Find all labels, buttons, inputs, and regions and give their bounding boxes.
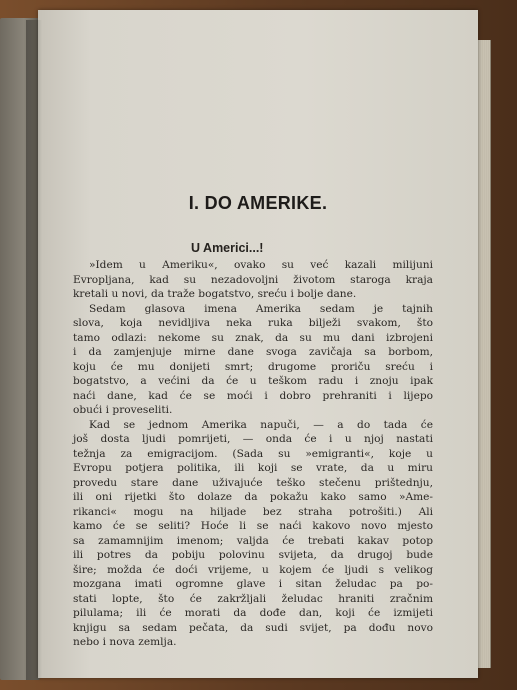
text-line: stati lopte, što će zakržljali želudac hraniti zračnim bbox=[73, 592, 433, 605]
chapter-subtitle: U Americi...! bbox=[191, 241, 264, 255]
text-line: Sedam glasova imena Amerika sedam je tajnih bbox=[89, 302, 433, 315]
text-line: slova, koja nevidljiva neka ruka bilježi svakom, što bbox=[73, 317, 433, 329]
text-line: rikanci« mogu na hiljade bez straha potrošiti.) Ali bbox=[73, 505, 433, 518]
text-line: još dosta ljudi pomrijeti, — onda će i u njoj nastati bbox=[73, 433, 433, 445]
body-text bbox=[73, 258, 433, 650]
book-page bbox=[38, 10, 478, 678]
text-line: pilulama; ili će morati da dođe dan, koji će izmijeti bbox=[73, 607, 433, 619]
spine-shadow bbox=[26, 20, 42, 680]
text-line: Evropu potjera politika, ili koji se vrate, da u miru bbox=[73, 462, 433, 474]
text-line: nebo i nova zemlja. bbox=[73, 636, 177, 648]
text-line: tamo odlazi: nekome su znak, da su mu dani izbrojeni bbox=[73, 331, 433, 344]
text-line: Evropljana, kad su nezadovoljni životom staroga kraja bbox=[73, 273, 433, 286]
text-line: sa zamamnijim imenom; valjda će trebati kakav potop bbox=[73, 534, 433, 547]
text-line: »Idem u Ameriku«, ovako su već kazali milijuni bbox=[89, 259, 433, 271]
text-line: težnja za emigracijom. (Sada su »emigranti«, koje u bbox=[73, 447, 433, 460]
text-line: knjigu sa sedam pečata, da sudi svijet, pa dođu novo bbox=[73, 621, 433, 634]
text-line: kretali u novi, da traže bogatstvo, sreću i bolje dane. bbox=[73, 288, 357, 300]
text-line: Kad se jednom Amerika napuči, — a do tada će bbox=[89, 418, 433, 431]
text-line: i da zamjenjuje mirne dane svoga zavičaja sa borbom, bbox=[73, 346, 433, 358]
text-line: šire; možda će doći vrijeme, u kojem će ljudi s velikog bbox=[73, 563, 433, 576]
text-line: obući i proveseliti. bbox=[73, 404, 173, 416]
text-line: mozgana imati ogromne glave i sitan želudac pa po- bbox=[73, 578, 433, 590]
text-line: naći dane, kad će se moći i dobro prehraniti i lijepo bbox=[73, 389, 433, 402]
text-line: ili potres da pobiju polovinu svijeta, da drugoj bude bbox=[73, 549, 433, 561]
text-line: ili oni rijetki što dolaze da pokažu kako samo »Ame- bbox=[73, 491, 433, 503]
text-line: koju će mu donijeti smrt; drugome proriču sreću i bbox=[73, 360, 433, 373]
chapter-title: I. DO AMERIKE. bbox=[188, 193, 328, 213]
text-line: kamo će se seliti? Hoće li se naći kakovo novo mjesto bbox=[73, 520, 433, 532]
text-line: bogatstvo, a većini da će u teškom radu i znoju ipak bbox=[73, 375, 433, 387]
text-line: provedu stare dane uživajuće teško stečenu prištednju, bbox=[73, 476, 433, 489]
